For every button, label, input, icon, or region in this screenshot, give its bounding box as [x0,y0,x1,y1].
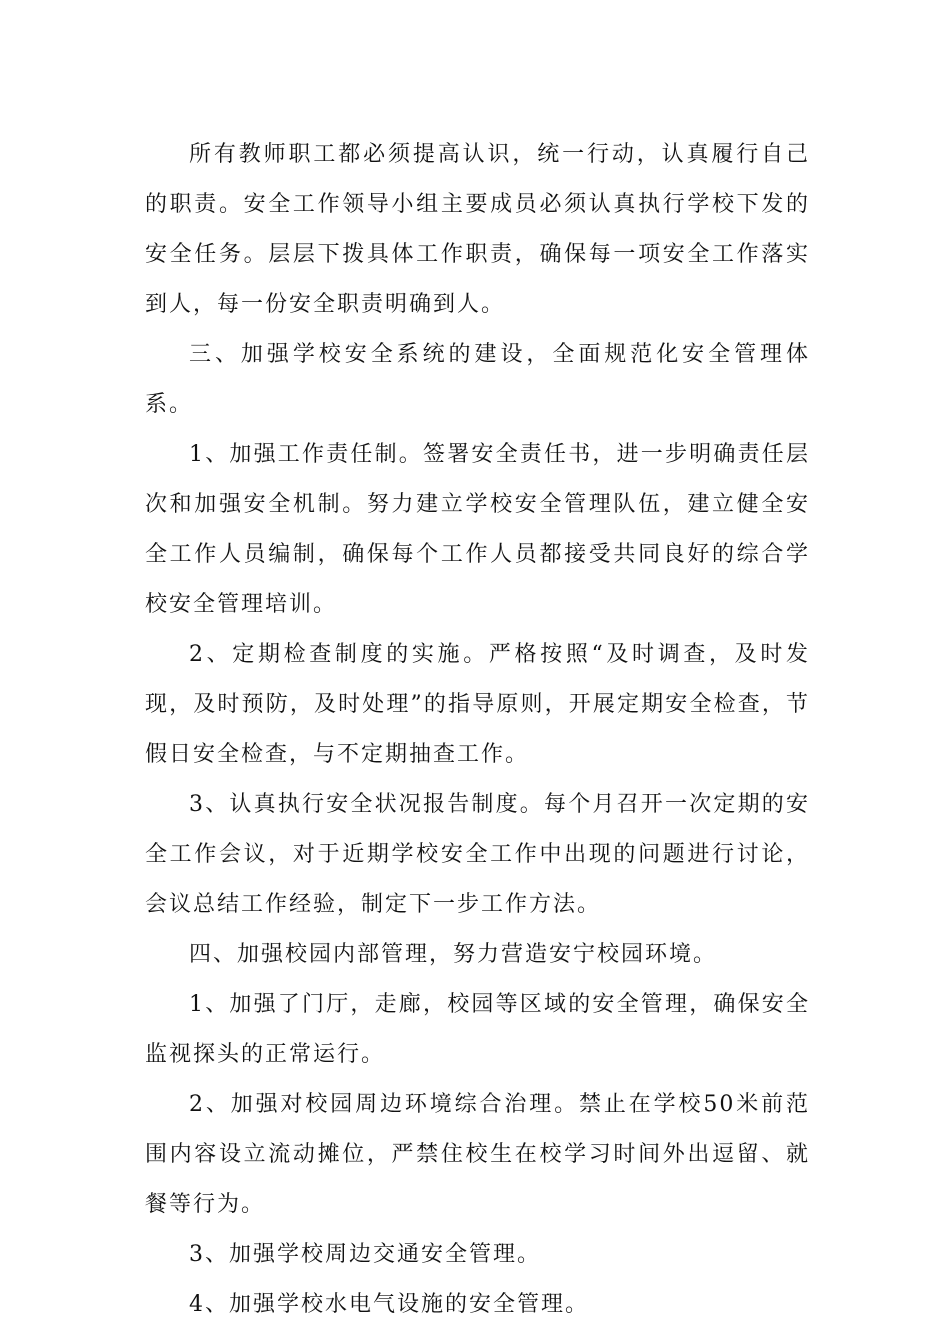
paragraph-item-2-surroundings: 2、加强对校园周边环境综合治理。禁止在学校50米前范围内容设立流动摊位，严禁住校生在校学习时间外出逗留、就餐等行为。 [145,1092,810,1217]
document-body [145,130,810,1330]
paragraph-item-4-utilities: 4、加强学校水电气设施的安全管理。 [189,1292,589,1317]
heading-section-four: 四、加强校园内部管理，努力营造安宁校园环境。 [189,942,718,967]
paragraph-item-1-responsibility: 1、加强工作责任制。签署安全责任书，进一步明确责任层次和加强安全机制。努力建立学校安全管理队伍，建立健全安全工作人员编制，确保每个工作人员都接受共同良好的综合学校安全管理培训。 [145,442,810,617]
paragraph-item-3-traffic: 3、加强学校周边交通安全管理。 [189,1242,541,1267]
paragraph-item-1-campus-areas: 1、加强了门厅，走廊，校园等区域的安全管理，确保安全监视探头的正常运行。 [145,992,810,1067]
paragraph-duties: 所有教师职工都必须提高认识，统一行动，认真履行自己的职责。安全工作领导小组主要成员必须认真执行学校下发的安全任务。层层下拨具体工作职责，确保每一项安全工作落实到人，每一份安全职责明确到人。 [145,142,810,317]
heading-section-three: 三、加强学校安全系统的建设，全面规范化安全管理体系。 [145,342,810,417]
paragraph-item-3-reporting: 3、认真执行安全状况报告制度。每个月召开一次定期的安全工作会议，对于近期学校安全工作中出现的问题进行讨论，会议总结工作经验，制定下一步工作方法。 [145,792,810,917]
paragraph-item-2-inspection: 2、定期检查制度的实施。严格按照“及时调查，及时发现，及时预防，及时处理”的指导原则，开展定期安全检查，节假日安全检查，与不定期抽查工作。 [145,642,810,767]
